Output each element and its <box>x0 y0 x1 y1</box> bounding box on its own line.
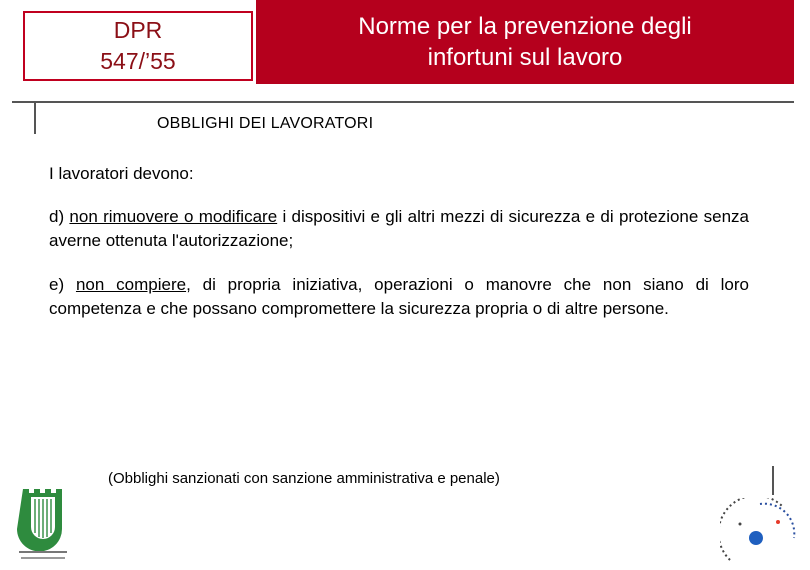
slide-title-line2: infortuni sul lavoro <box>427 44 623 71</box>
dpr-code-box <box>23 11 253 81</box>
sanction-note: (Obblighi sanzionati con sanzione amministrativa e penale) <box>108 470 500 487</box>
slide-title-bar <box>256 0 794 84</box>
item-e-prefix: e) <box>49 275 76 294</box>
slide-title-line1: Norme per la prevenzione degli <box>358 13 692 40</box>
obligation-item-d <box>49 205 749 253</box>
item-e-text: , di propria iniziativa, operazioni o manovre che non siano di loro competenza e che possano compromettere la sicurezza propria o di altre persone. <box>49 275 749 318</box>
dpr-code-line1: DPR <box>113 17 163 43</box>
item-d-text: i dispositivi e gli altri mezzi di sicurezza e di protezione senza averne ottenuta l'autorizzazione; <box>49 207 749 250</box>
header-divider <box>12 101 794 103</box>
item-d-underlined: non rimuovere o modificare <box>69 207 278 226</box>
intro-text: I lavoratori devono: <box>49 164 194 183</box>
dpr-code-line2: 547/’55 <box>100 48 176 74</box>
obligation-item-e <box>49 273 749 321</box>
item-e-underlined: non compiere <box>75 275 187 294</box>
item-d-prefix: d) <box>49 207 70 226</box>
section-title: OBBLIGHI DEI LAVORATORI <box>157 115 374 132</box>
inaf-observatory-logo <box>720 498 800 568</box>
left-accent-tick <box>34 103 36 134</box>
right-accent-tick <box>772 466 774 495</box>
university-logo <box>17 485 69 565</box>
